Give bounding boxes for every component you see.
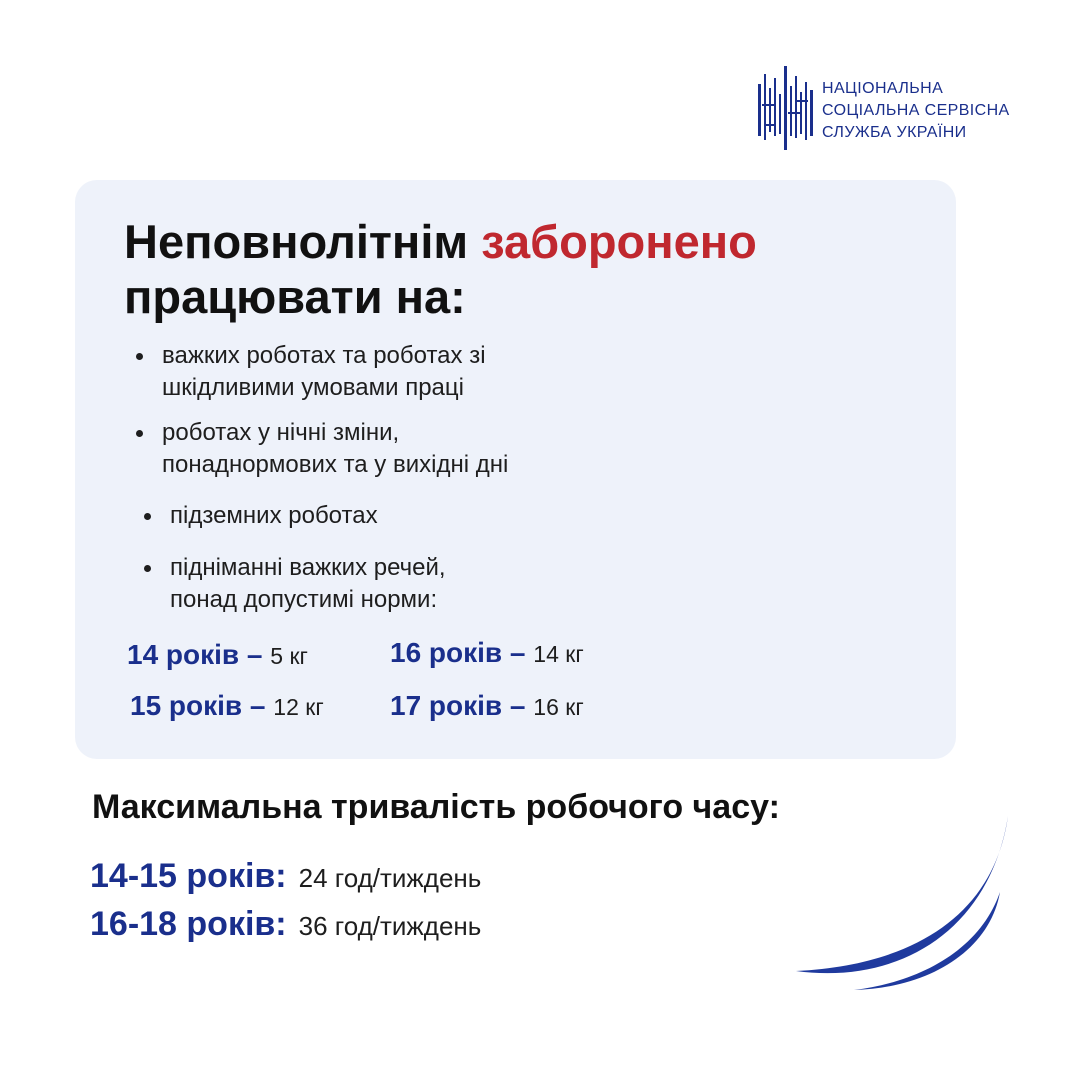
weight-norm: [127, 638, 308, 673]
list-item-line: понад допустимі норми:: [170, 586, 438, 613]
list-item: [162, 340, 486, 404]
hours-value: 36 год/тиждень: [298, 911, 482, 941]
list-item: [162, 417, 508, 481]
headline-highlight: заборонено: [481, 215, 757, 268]
logo-line-3: СЛУЖБА УКРАЇНИ: [822, 124, 967, 141]
headline: [124, 214, 757, 324]
hours-value: 24 год/тиждень: [298, 863, 482, 893]
bullet-dot-icon: [144, 513, 151, 520]
weight-value: 12 кг: [273, 694, 324, 720]
nssu-barcode-logo-icon: [756, 64, 818, 154]
max-hours-title: Максимальна тривалість робочого часу:: [92, 788, 780, 826]
list-item: [170, 500, 378, 532]
list-item-line: підземних роботах: [170, 502, 378, 529]
weight-age: 17 років –: [390, 690, 526, 721]
logo-line-2: СОЦІАЛЬНА СЕРВІСНА: [822, 102, 1010, 119]
list-item-line: роботах у нічні зміни,: [162, 419, 400, 446]
list-item-line: важких роботах та роботах зі: [162, 342, 486, 369]
headline-part2: працювати на:: [124, 270, 466, 323]
weight-value: 5 кг: [270, 643, 308, 669]
list-item-line: підніманні важких речей,: [170, 554, 446, 581]
bullet-dot-icon: [136, 353, 143, 360]
hours-row: [90, 904, 481, 946]
weight-age: 15 років –: [130, 690, 266, 721]
hours-age: 16-18 років:: [90, 905, 287, 943]
bullet-dot-icon: [136, 430, 143, 437]
bullet-dot-icon: [144, 565, 151, 572]
list-item: [170, 552, 446, 616]
weight-value: 14 кг: [533, 641, 584, 667]
weight-age: 14 років –: [127, 639, 263, 670]
logo-text: [822, 78, 1010, 144]
logo-line-1: НАЦІОНАЛЬНА: [822, 80, 944, 97]
list-item-line: понаднормових та у вихідні дні: [162, 451, 509, 478]
list-item-line: шкідливими умовами праці: [162, 374, 464, 401]
weight-value: 16 кг: [533, 694, 584, 720]
decorative-swoosh-icon: [790, 810, 1020, 1000]
weight-norm: [390, 689, 584, 724]
weight-age: 16 років –: [390, 637, 526, 668]
weight-norm: [130, 689, 324, 724]
hours-row: [90, 856, 481, 898]
hours-age: 14-15 років:: [90, 857, 287, 895]
headline-part1: Неповнолітнім: [124, 215, 482, 268]
weight-norm: [390, 636, 584, 671]
nssu-logo: [756, 64, 1056, 154]
